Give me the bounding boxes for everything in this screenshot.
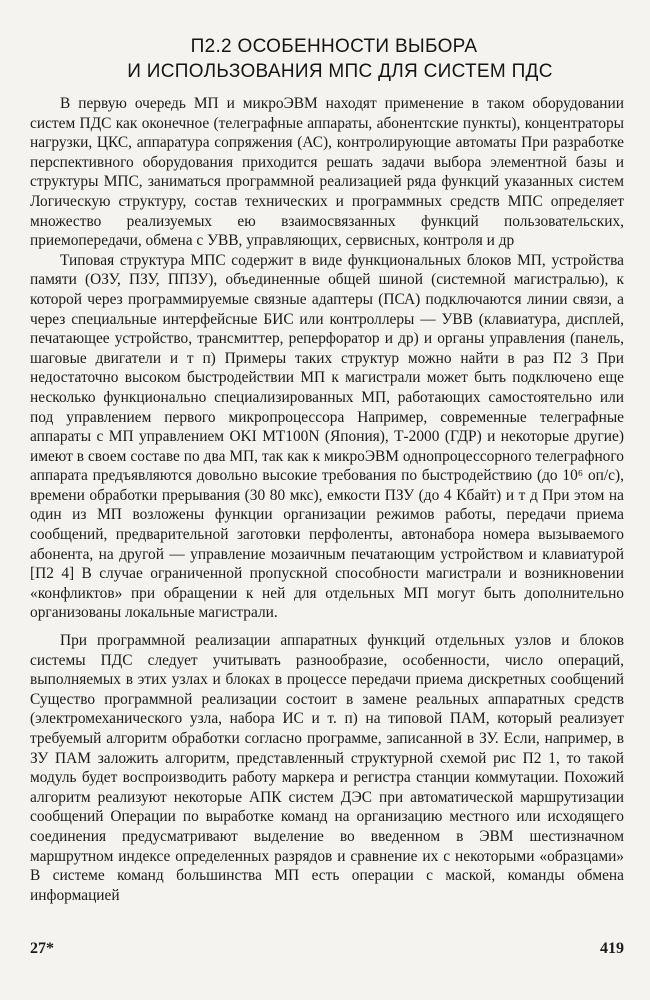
page-number: 419 [600, 940, 624, 957]
signature-mark: 27* [30, 940, 54, 957]
paragraph-3: При программной реализации аппаратных функций отдельных узлов и блоков системы ПДС следует учитывать разнообразие, особенности, число операций, выполняемых в этих узлах и блоках в процессе передачи приема дискретных сообщений Существо программной реализации состоит в замене реальных аппаратных средств (электромеханического узла, набора ИС и т. п) на типовой ПАМ, который реализует требуемый алгоритм обработки согласно программе, записанной в ЗУ. Если, например, в ЗУ ПАМ заложить алгоритм, представленный структурной схемой рис П2 1, то такой модуль будет воспроизводить работу маркера и регистра станции коммутации. Похожий алгоритм реализуют некоторые АПК систем ДЭС при автоматической маршрутизации сообщений Операции по выработке команд на организацию местного или исходящего соединения предусматривают выделение во введенном в ЭВМ шестизначном маршрутном индексе определенных разрядов и сравнение их с некоторыми «образцами» В системе команд большинства МП есть операции с маской, команды обмена информацией [30, 632, 624, 904]
body-text [30, 94, 624, 905]
section-title-line-1: П2.2 ОСОБЕННОСТИ ВЫБОРА [190, 36, 478, 57]
paragraph-2: Типовая структура МПС содержит в виде функциональных блоков МП, устройства памяти (ОЗУ, ПЗУ, ППЗУ), объединенные общей шиной (системной магистралью), к которой через программируемые связные адаптеры (ПСА) подключаются линии связи, а через специальные интерфейсные БИС или контроллеры — УВВ (клавиатура, дисплей, печатающее устройство, трансмиттер, реперфоратор и др) и органы управления (панель, шаговые двигатели и т п) Примеры таких структур можно найти в раз П2 3 При недостаточно высоком быстродействии МП к магистрали может быть подключено еще несколько функционально специализированных МП, работающих самостоятельно или под управлением первого микропроцессора Например, современные телеграфные аппараты с МП управлением OKI MT100N (Япония), Т-2000 (ГДР) и некоторые другие) имеют в своем составе по два МП, так как к микроЭВМ однопроцессорного телеграфного аппарата предъявляются довольно высокие требования по быстродействию (до 10⁶ оп/с), времени обработки прерывания (30 80 мкс), емкости ПЗУ (до 4 Кбайт) и т д При этом на один из МП возложены функции организации режимов работы, передачи приема сообщений, предварительной заготовки перфоленты, автонабора номера вызываемого абонента, на другой — управление мозаичным печатающим устройством и клавиатурой [П2 4] В случае ограниченной пропускной способности магистрали и возникновении «конфликтов» при обращении к ней для отдельных МП могут быть дополнительно организованы локальные магистрали. [30, 251, 624, 622]
section-title-line-2: И ИСПОЛЬЗОВАНИЯ МПС ДЛЯ СИСТЕМ ПДС [127, 61, 553, 82]
section-heading [0, 34, 650, 84]
paragraph-1: В первую очередь МП и микроЭВМ находят применение в таком оборудовании систем ПДС как оконечное (телеграфные аппараты, абонентские пункты), концентраторы нагрузки, ЦКС, аппаратура сопряжения (АС), контролирующие автоматы При разработке перспективного оборудования приходится решать задачи выбора элементной базы и структуры МПС, заниматься программной реализацией ряда функций указанных систем Логическую структуру, состав технических и программных средств МПС определяет множество реализуемых ею взаимосвязанных функций пользовательских, приемопередачи, обмена с УВВ, управляющих, сервисных, контроля и др [30, 95, 624, 250]
